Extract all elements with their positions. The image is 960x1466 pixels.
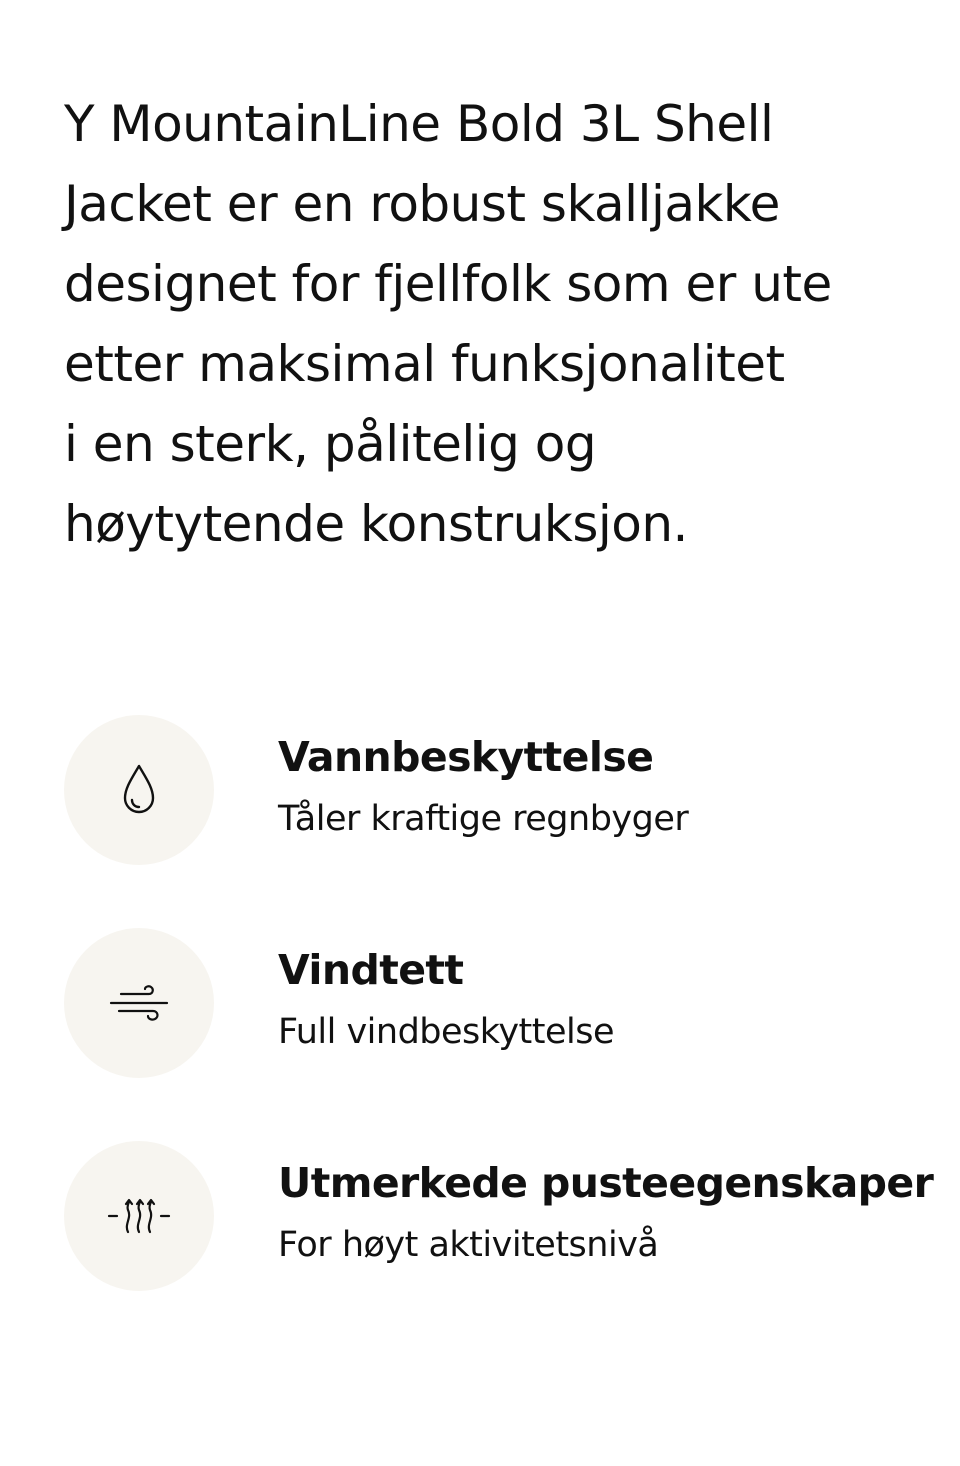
product-description bbox=[64, 84, 924, 564]
feature-item-breathability bbox=[64, 1141, 960, 1291]
feature-subtitle: Tåler kraftige regnbyger bbox=[278, 799, 689, 839]
description-line: i en sterk, pålitelig og bbox=[64, 415, 597, 473]
feature-list bbox=[64, 715, 960, 1354]
feature-item-water-protection bbox=[64, 715, 960, 865]
feature-title: Vindtett bbox=[278, 946, 464, 994]
breathability-icon bbox=[64, 1141, 214, 1291]
feature-subtitle: For høyt aktivitetsnivå bbox=[278, 1225, 659, 1265]
feature-title: Vannbeskyttelse bbox=[278, 733, 654, 781]
description-line: designet for fjellfolk som er ute bbox=[64, 255, 832, 313]
wind-icon bbox=[64, 928, 214, 1078]
water-drop-icon bbox=[64, 715, 214, 865]
description-line: Jacket er en robust skalljakke bbox=[64, 175, 780, 233]
description-line: Y MountainLine Bold 3L Shell bbox=[64, 95, 774, 153]
description-line: etter maksimal funksjonalitet bbox=[64, 335, 785, 393]
feature-item-windproof bbox=[64, 928, 960, 1078]
feature-title: Utmerkede pusteegenskaper bbox=[278, 1159, 934, 1207]
feature-subtitle: Full vindbeskyttelse bbox=[278, 1012, 615, 1052]
description-line: høytytende konstruksjon. bbox=[64, 495, 688, 553]
